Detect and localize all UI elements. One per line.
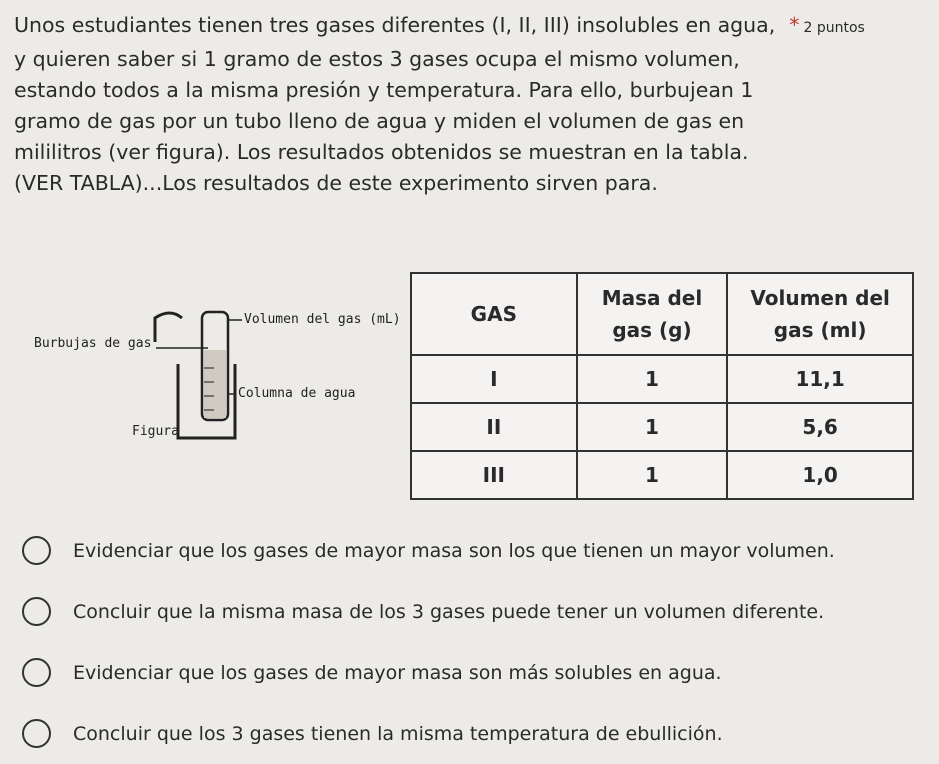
table-header-row bbox=[411, 273, 913, 355]
cell-volume: 1,0 bbox=[727, 451, 913, 499]
question-line: mililitros (ver figura). Los resultados obtenidos se muestran en la tabla. bbox=[14, 140, 749, 164]
figure-caption: Figura bbox=[132, 424, 179, 439]
radio-button[interactable] bbox=[22, 536, 51, 565]
question-line: gramo de gas por un tubo lleno de agua y miden el volumen de gas en bbox=[14, 109, 745, 133]
question-line-text: Unos estudiantes tienen tres gases diferentes (I, II, III) insolubles en agua, bbox=[14, 13, 776, 37]
cell-mass: 1 bbox=[577, 355, 728, 403]
question-line bbox=[14, 10, 926, 44]
gas-tube-drawing bbox=[155, 313, 182, 342]
radio-button[interactable] bbox=[22, 719, 51, 748]
option-label: Concluir que la misma masa de los 3 gases puede tener un volumen diferente. bbox=[73, 600, 825, 623]
option-3[interactable] bbox=[22, 642, 922, 703]
question-text bbox=[14, 10, 926, 199]
cell-volume: 11,1 bbox=[727, 355, 913, 403]
required-mark: * bbox=[789, 13, 800, 37]
question-line: y quieren saber si 1 gramo de estos 3 gases ocupa el mismo volumen, bbox=[14, 47, 740, 71]
option-2[interactable] bbox=[22, 581, 922, 642]
radio-button[interactable] bbox=[22, 658, 51, 687]
option-label: Evidenciar que los gases de mayor masa son más solubles en agua. bbox=[73, 661, 722, 684]
points-label: 2 puntos bbox=[803, 20, 865, 36]
cell-mass: 1 bbox=[577, 451, 728, 499]
question-line: estando todos a la misma presión y temperatura. Para ello, burbujean 1 bbox=[14, 78, 754, 102]
header-gas: GAS bbox=[411, 273, 577, 355]
table-row bbox=[411, 451, 913, 499]
apparatus-diagram bbox=[30, 282, 410, 462]
option-1[interactable] bbox=[22, 520, 922, 581]
cell-volume: 5,6 bbox=[727, 403, 913, 451]
header-mass: Masa del gas (g) bbox=[577, 273, 728, 355]
cell-gas: III bbox=[411, 451, 577, 499]
question-line: (VER TABLA)...Los resultados de este experimento sirven para. bbox=[14, 171, 658, 195]
cell-gas: II bbox=[411, 403, 577, 451]
header-volume: Volumen del gas (ml) bbox=[727, 273, 913, 355]
column-label: Columna de agua bbox=[238, 386, 356, 401]
cell-mass: 1 bbox=[577, 403, 728, 451]
experiment-figure bbox=[30, 282, 410, 462]
table-row bbox=[411, 403, 913, 451]
answer-options bbox=[22, 520, 922, 764]
option-label: Concluir que los 3 gases tienen la misma temperatura de ebullición. bbox=[73, 722, 723, 745]
radio-button[interactable] bbox=[22, 597, 51, 626]
cell-gas: I bbox=[411, 355, 577, 403]
option-label: Evidenciar que los gases de mayor masa son los que tienen un mayor volumen. bbox=[73, 539, 835, 562]
bubbles-label: Burbujas de gas bbox=[34, 336, 152, 351]
volume-label: Volumen del gas (mL) bbox=[244, 312, 401, 327]
results-table bbox=[410, 272, 914, 500]
water-column-drawing bbox=[204, 350, 226, 418]
table-row bbox=[411, 355, 913, 403]
